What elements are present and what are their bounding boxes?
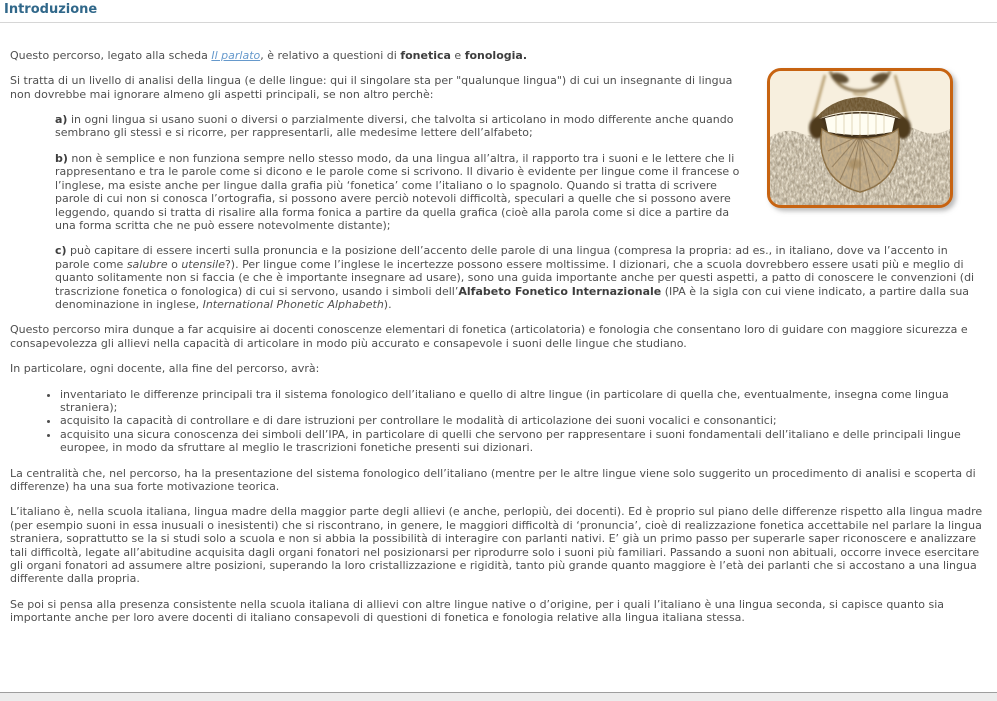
point-c-text-3: ?). Per lingue come l’inglese le incertezze possono essere moltissime. I dizionari, che a scuola dovrebbero essere usati più e meglio di quanto solitamente non si faccia (e che è importante insegnare ad usare), sono una guida importante anche per questi aspetti, a patto di conoscere le convenzioni (di trascrizione fonetica o fonologica) di cui si servono, usando i simboli dell’ (55, 257, 975, 298)
word-salubre: salubre (126, 257, 168, 271)
intro-text-pre: Questo percorso, legato alla scheda (10, 48, 212, 62)
intro-text-mid: , è relativo a questioni di (260, 48, 401, 62)
page-bottom-border (0, 692, 997, 701)
il-parlato-link[interactable]: Il parlato (211, 48, 261, 62)
point-b-label: b) (55, 151, 68, 165)
word-utensile: utensile (181, 257, 225, 271)
point-c-text-2: o (167, 257, 182, 271)
main-content (0, 49, 997, 625)
point-c (55, 244, 985, 311)
point-c-text-5: ). (383, 297, 392, 311)
point-a-text: in ogni lingua si usano suoni o diversi o parzialmente diversi, che talvolta si articolano in modo differente anche quando sembrano gli stessi e si ricorre, per rappresentarli, alle medesime lettere dell’alfabeto; (55, 113, 734, 140)
open-mouth-figure (767, 68, 953, 208)
point-c-label: c) (55, 244, 67, 258)
paragraph-centralita: La centralità che, nel percorso, ha la presentazione del sistema fonologico dell’italiano (mentre per le altre lingue viene solo suggerito un procedimento di analisi e scoperta di differenze) ha una sua forte motivazione teorica. (10, 466, 976, 494)
paragraph-goal: Questo percorso mira dunque a far acquisire ai docenti conoscenze elementari di fonetica (articolatoria) e fonologia che consentano loro di guidare con maggiore sicurezza e consapevolezza gli allievi nella capacità di articolare in modo più accurato e consapevole i suoni delle lingue che studiano. (10, 323, 968, 350)
intro-bold-fonetica: fonetica (400, 48, 451, 62)
ipa-english-name: International Phonetic Alphabeth (202, 297, 384, 311)
paragraph-italiano: L’italiano è, nella scuola italiana, lingua madre della maggior parte degli allievi (e anche, perlopiù, dei docenti). Ed è proprio sul piano delle differenze rispetto alla lingua madre (per esempio suoni in essa inusuali o inesistenti) che si riscontrano, in genere, le maggiori difficoltà di ‘pronuncia’, cioè di realizzazione fonetica accettabile nel parlare la lingua straniera, soprattutto se la si studi solo a scuola e non si abbia la possibilità di interagire con parlanti nativi. E’ già un primo passo per superarle saper riconoscere e analizzare tali difficoltà, legate all’abitudine acquisita dagli organi fonatori nel posizionarsi per riprodurre solo i suoni più familiari. Passando a suoni non abituali, occorre invece esercitare gli organi fonatori ad assumere altre posizioni, superando la loro cristallizzazione e rigidità, tanto più grande quanto maggiore è l’età dei parlanti che si accostano a una lingua differente dalla propria. (10, 505, 983, 586)
paragraph-lingua-seconda: Se poi si pensa alla presenza consistente nella scuola italiana di allievi con altre lingue native o d’origine, per i quali l’italiano è una lingua seconda, si capisce quanto sia importante anche per loro avere docenti di italiano consapevoli di questioni di fonetica e fonologia relative alla lingua italiana stessa. (10, 597, 945, 625)
page-header (0, 0, 997, 23)
ipa-name-bold: Alfabeto Fonetico Internazionale (458, 284, 662, 298)
goals-list (10, 388, 985, 455)
paragraph-in-particolare: In particolare, ogni docente, alla fine del percorso, avrà: (10, 362, 320, 376)
open-mouth-artwork (770, 71, 950, 205)
point-c-text-4: (IPA è la sigla con cui viene indicato, a partire dalla sua denominazione in inglese, (55, 284, 970, 311)
list-item: • acquisito la capacità di controllare e di dare istruzioni per controllare le modalità di articolazione dei suoni vocalici e consonantici; (60, 414, 985, 427)
point-c-text-1: può capitare di essere incerti sulla pronuncia e la posizione dell’accento delle parole di una lingua (compresa la propria: ad es., in italiano, dove va l’accento in parole come (55, 244, 948, 271)
intro-text-conj: e (450, 48, 465, 62)
page-title: Introduzione (4, 2, 98, 17)
list-item: • acquisito una sicura conoscenza dei simboli dell’IPA, in particolare di quelli che servono per rappresentare i suoni fondamentali dell’italiano e delle principali lingue europee, in modo da sfruttare al meglio le trascrizioni fonetiche presenti sui dizionari. (60, 428, 985, 455)
intro-paragraph (10, 49, 985, 62)
list-item: • inventariato le differenze principali tra il sistema fonologico dell’italiano e quello di altre lingue (in particolare di quella che, eventualmente, insegna come lingua straniera); (60, 388, 985, 415)
intro-bold-fonologia: fonologia. (464, 48, 528, 62)
point-a-label: a) (55, 113, 68, 127)
point-b-text: non è semplice e non funziona sempre nello stesso modo, da una lingua all’altra, il rapporto tra i suoni e le lettere che li rappresentano e tra le parole come si dicono e le parole come si scrivono. Il divario è evidente per lingue come il francese o l’inglese, ma esiste anche per lingue dalla grafia più ‘fonetica’ come l’italiano o lo spagnolo. Quando si tratta di scrivere parole di cui non si conosca l’ortografia, si possono avere perciò notevoli difficoltà, speculari a quelle che si possono avere leggendo, quando si tratta di risalire alla forma fonica a partire da quella grafica (cioè alla parola come si dice a partire da una forma scritta che ne può essere notevolmente distante); (55, 151, 740, 232)
paragraph-levels: Si tratta di un livello di analisi della lingua (e delle lingue: qui il singolare sta per "qualunque lingua") di cui un insegnante di lingua non dovrebbe mai ignorare almeno gli aspetti principali, se non altro perchè: (10, 74, 733, 101)
